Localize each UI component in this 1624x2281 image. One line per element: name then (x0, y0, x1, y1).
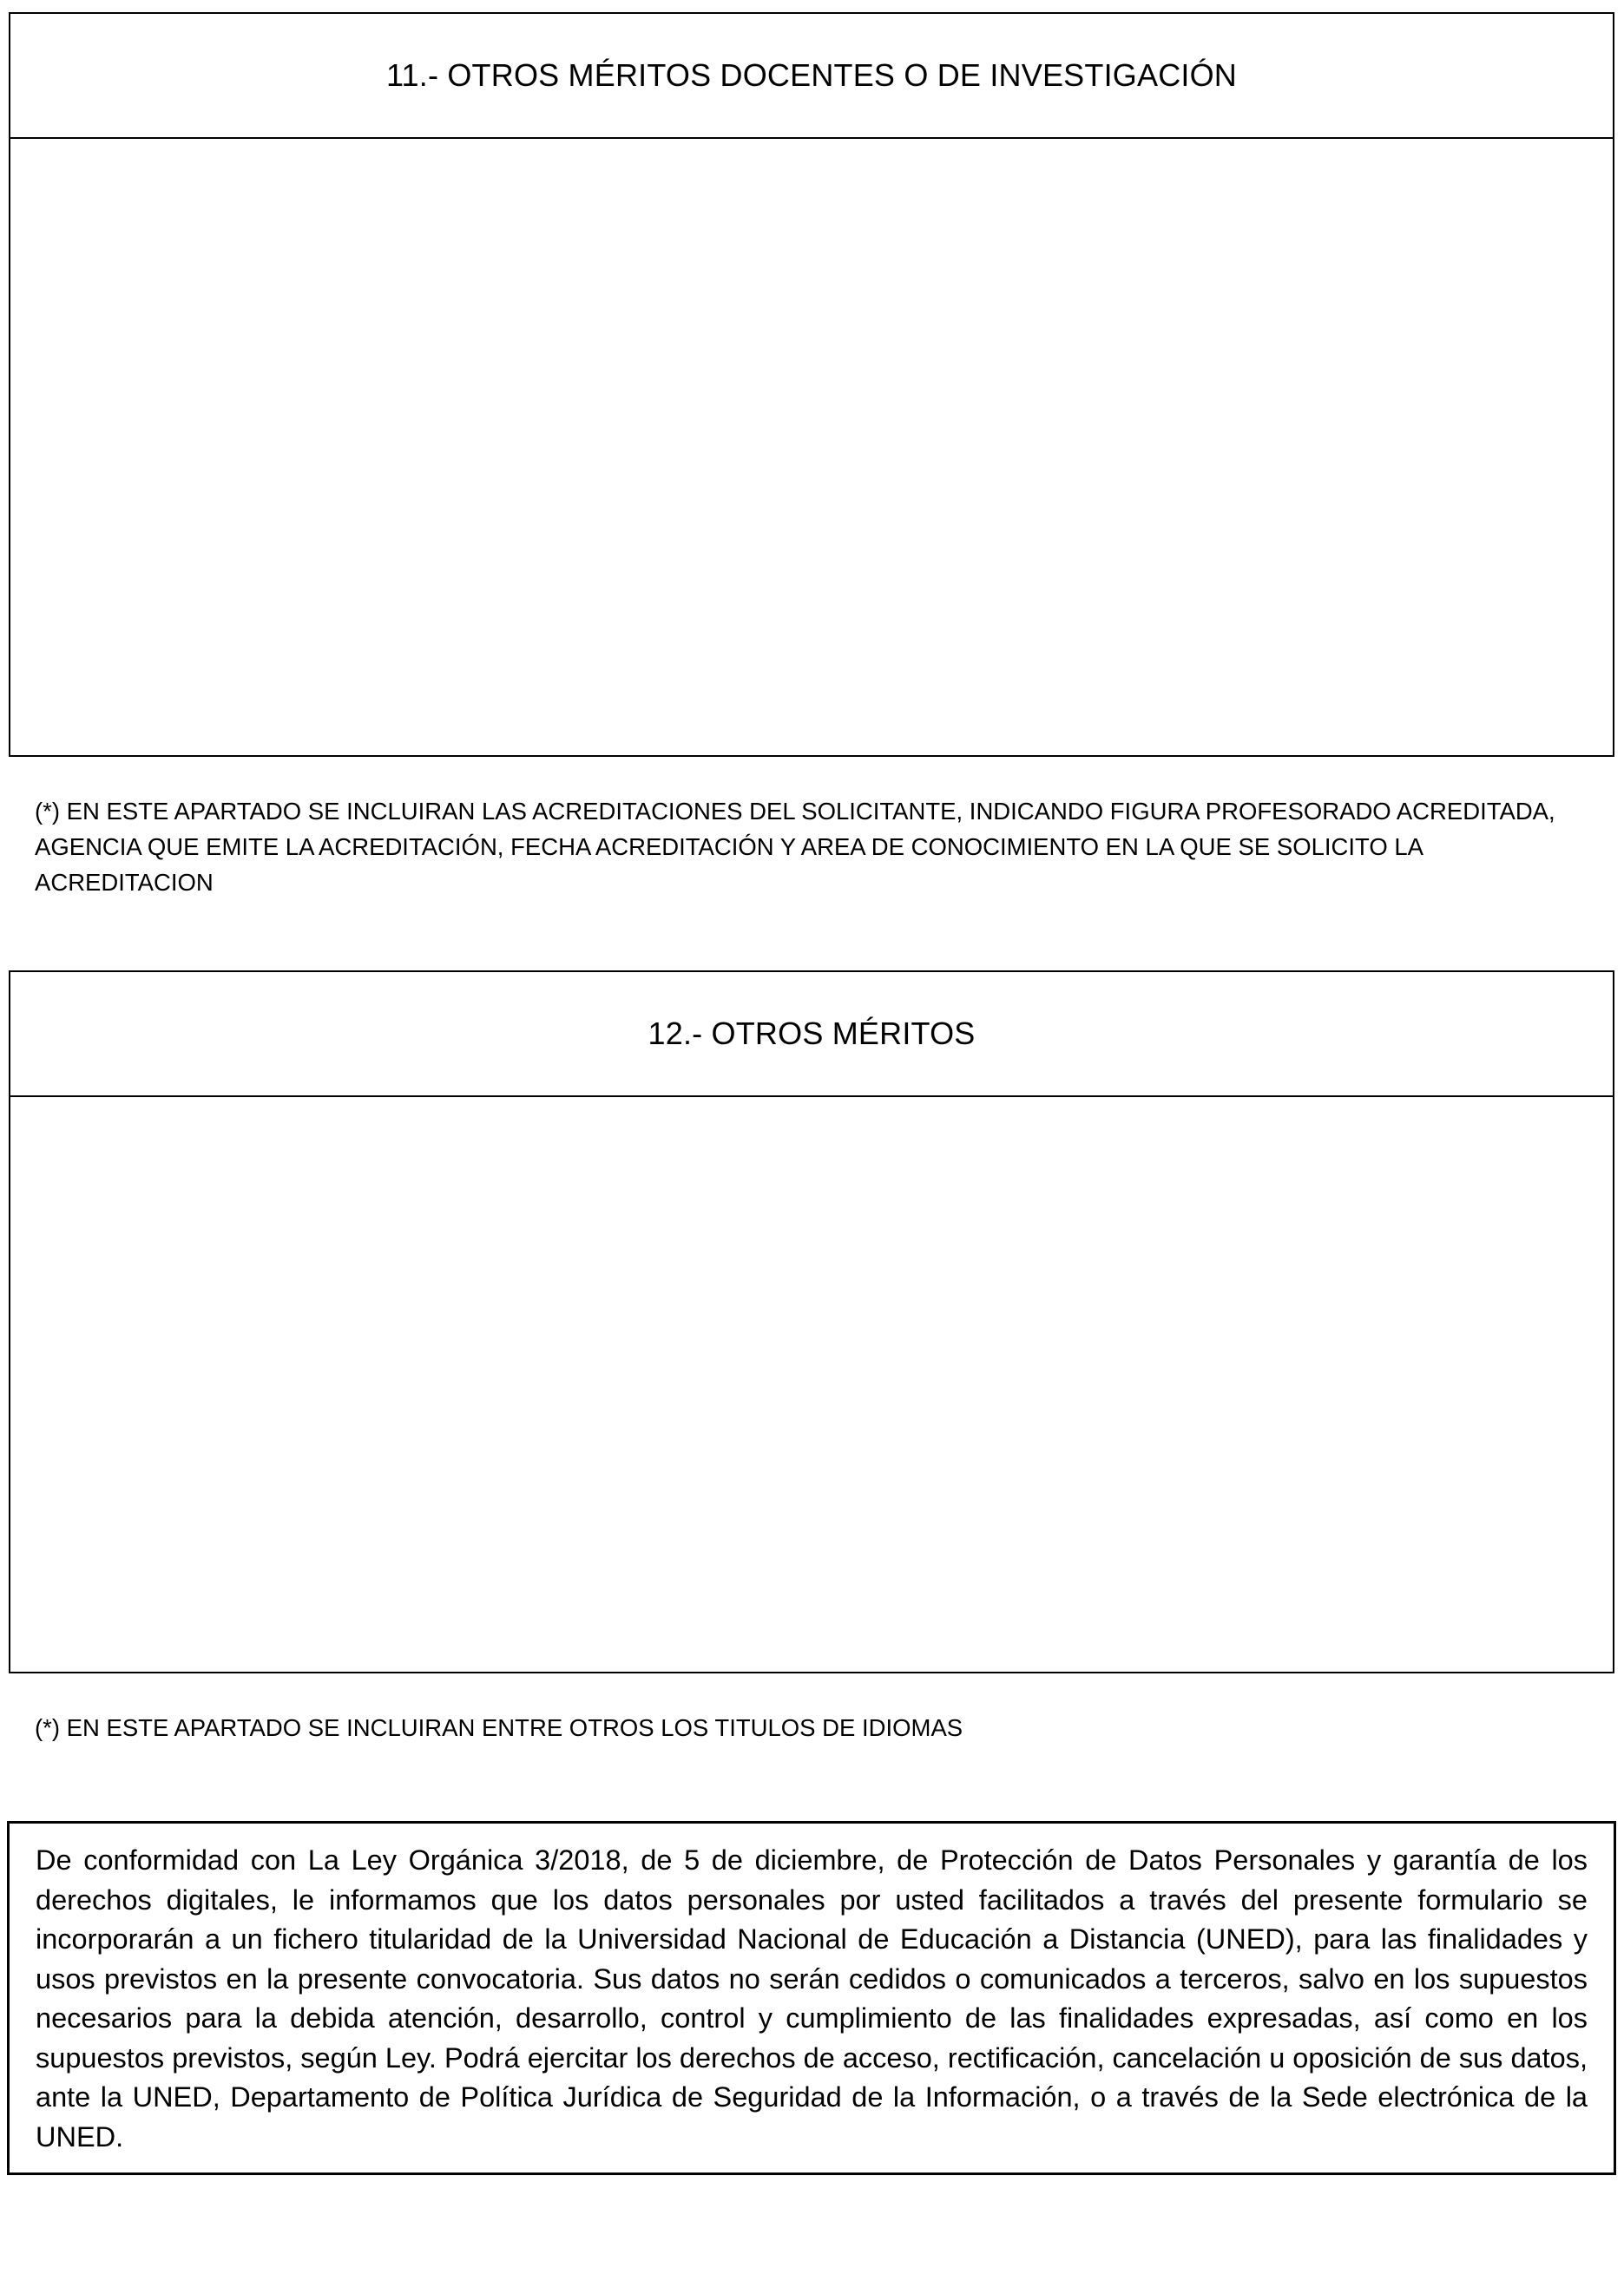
section-11-box (9, 12, 1614, 757)
section-11-note: (*) EN ESTE APARTADO SE INCLUIRAN LAS ACREDITACIONES DEL SOLICITANTE, INDICANDO FIGURA PROFESORADO ACREDITADA, AGENCIA QUE EMITE LA ACREDITACIÓN, FECHA ACREDITACIÓN Y AREA DE CONOCIMIENTO EN LA QUE SE SOLICITO LA ACREDITACION (35, 798, 1555, 896)
section-12-box (9, 970, 1614, 1673)
section-11-entry-area[interactable] (10, 139, 1613, 755)
privacy-notice: De conformidad con La Ley Orgánica 3/2018, de 5 de diciembre, de Protección de Datos Personales y garantía de los derechos digitales, le informamos que los datos personales por usted facilitados a través del presente formulario se incorporarán a un fichero titularidad de la Universidad Nacional de Educación a Distancia (UNED), para las finalidades y usos previstos en la presente convocatoria. Sus datos no serán cedidos o comunicados a terceros, salvo en los supuestos necesarios para la debida atención, desarrollo, control y cumplimiento de las finalidades expresadas, así como en los supuestos previstos, según Ley. Podrá ejercitar los derechos de acceso, rectificación, cancelación u oposición de sus datos, ante la UNED, Departamento de Política Jurídica de Seguridad de la Información, o a través de la Sede electrónica de la UNED. (7, 1821, 1616, 2175)
section-12-title: 12.- OTROS MÉRITOS (10, 972, 1613, 1097)
section-12-entry-area[interactable] (10, 1097, 1613, 1672)
section-11-title: 11.- OTROS MÉRITOS DOCENTES O DE INVESTIGACIÓN (10, 14, 1613, 139)
section-12-note: (*) EN ESTE APARTADO SE INCLUIRAN ENTRE OTROS LOS TITULOS DE IDIOMAS (35, 1714, 963, 1741)
